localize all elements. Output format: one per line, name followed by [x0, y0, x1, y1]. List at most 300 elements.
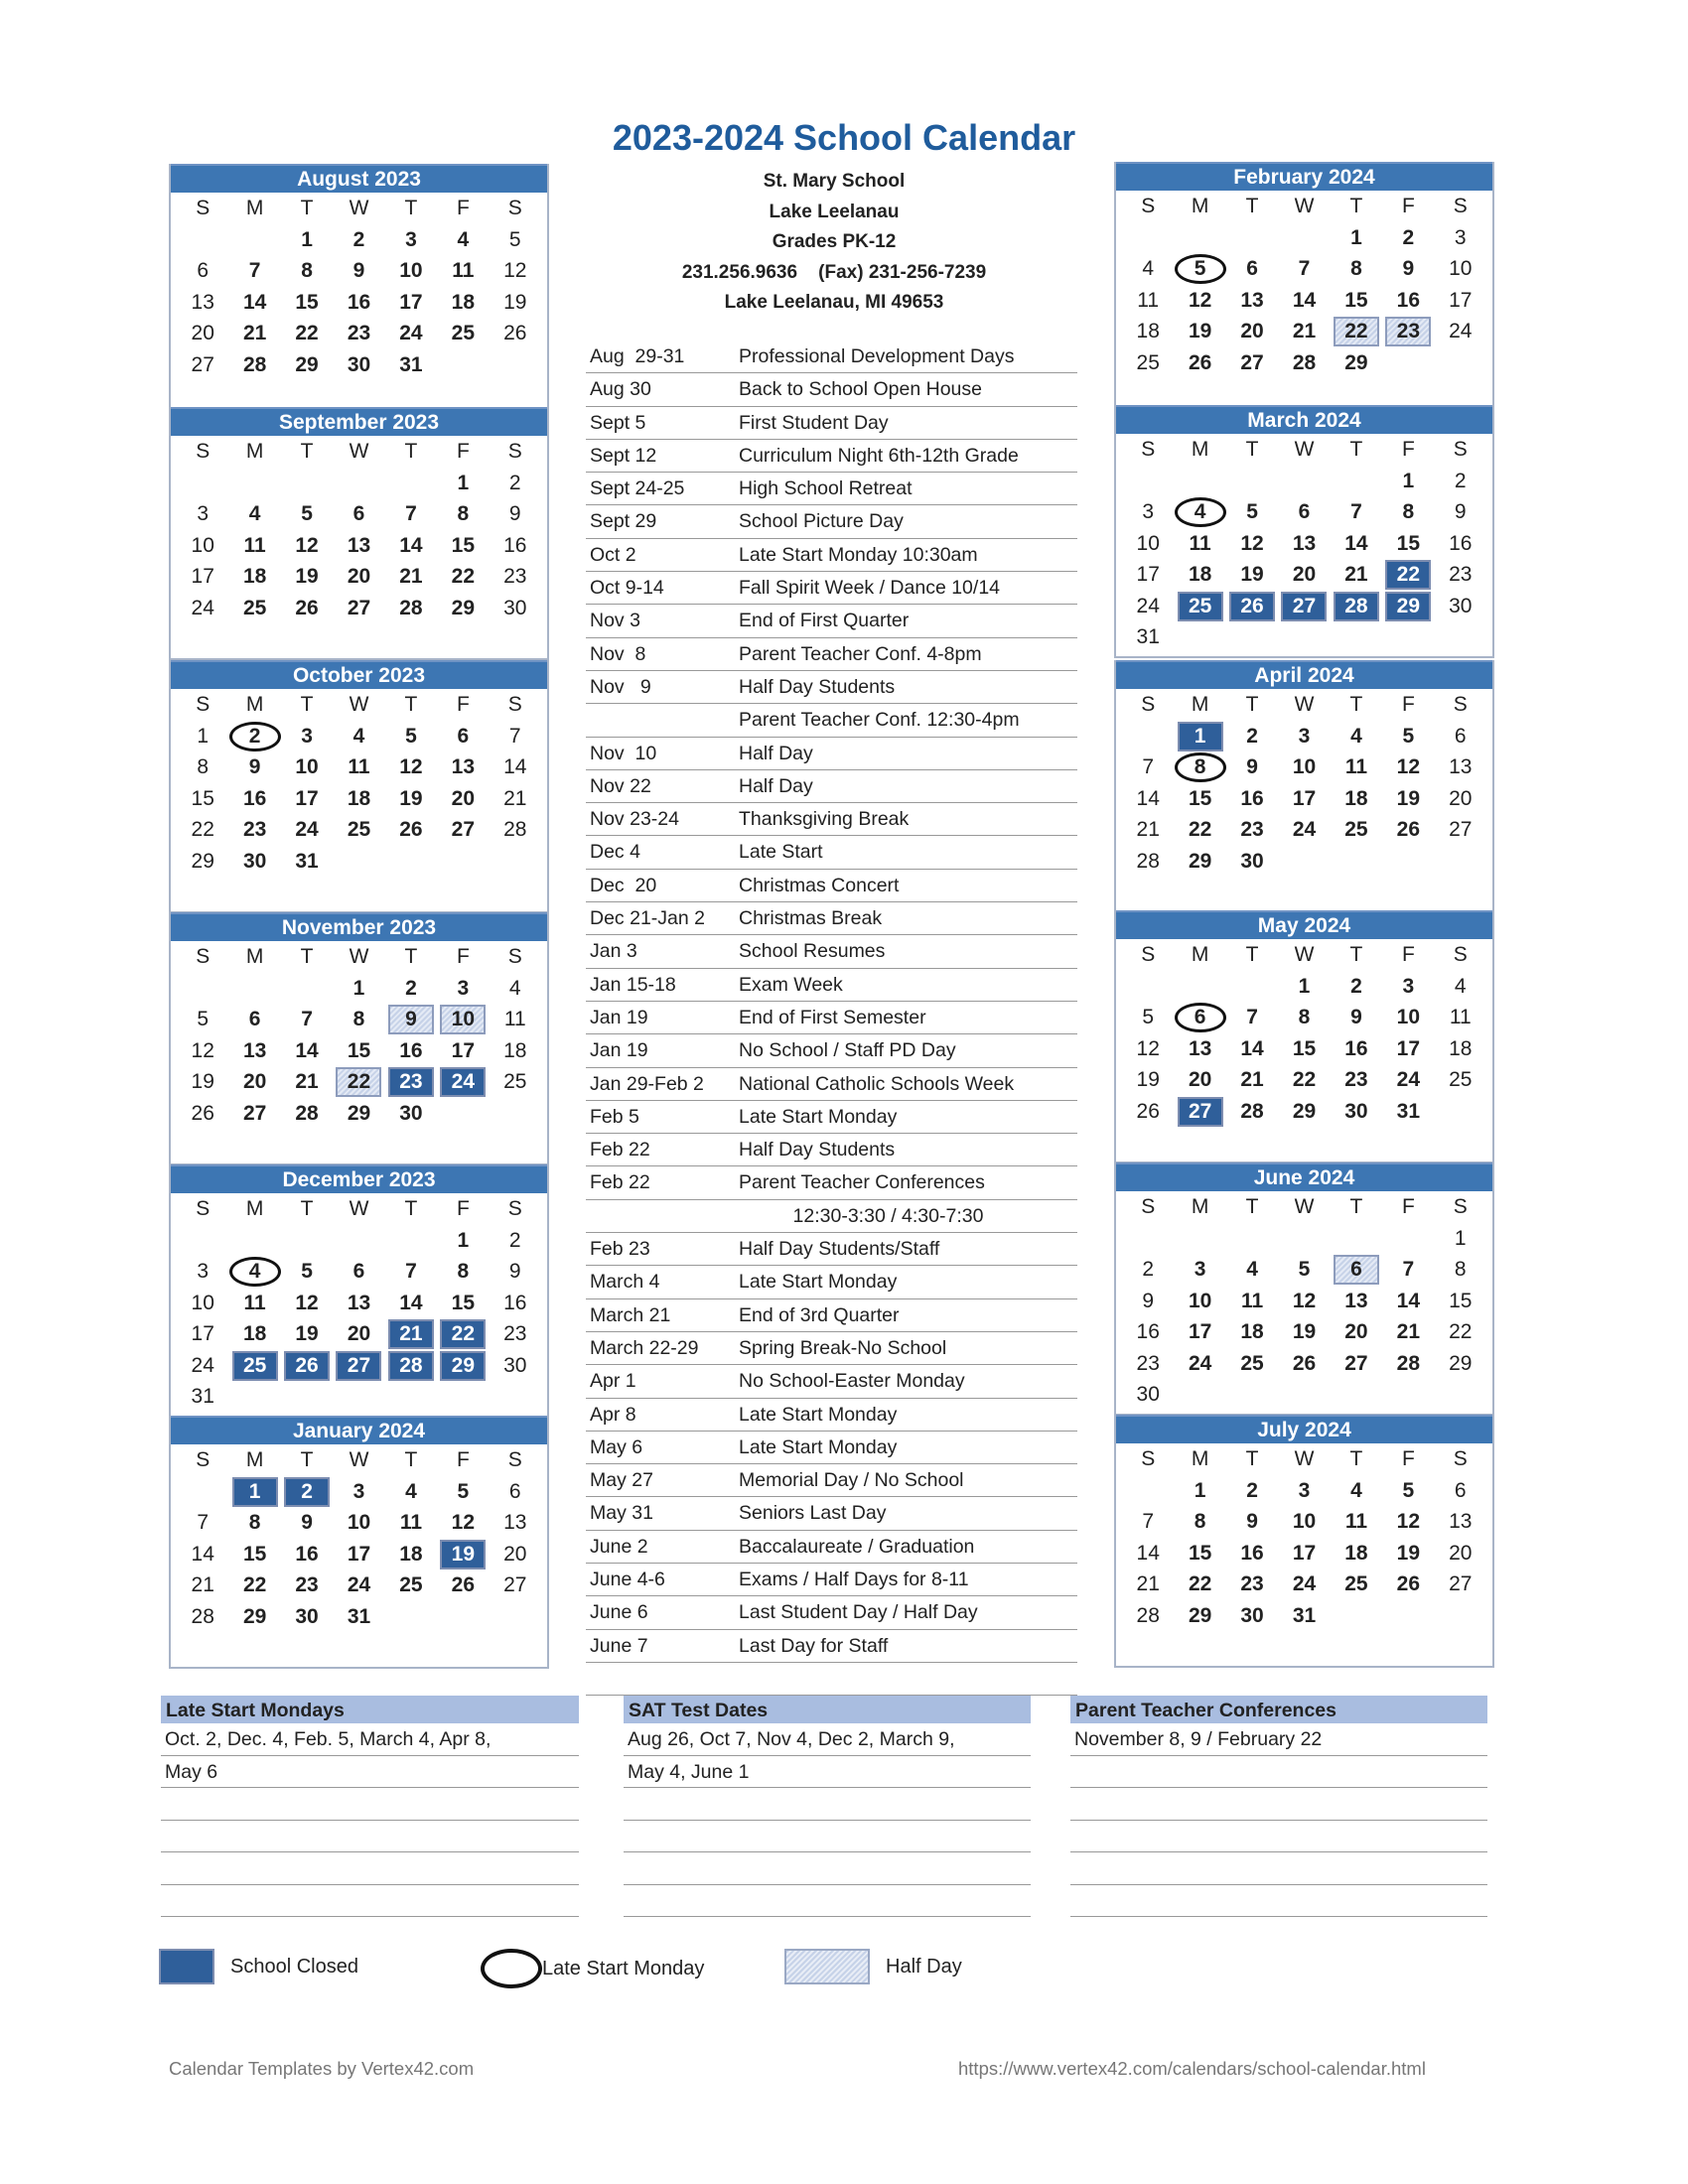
day-cell[interactable]: 4	[508, 976, 521, 1000]
day-cell[interactable]: 8	[197, 755, 210, 778]
day-cell[interactable]: 12	[1292, 1289, 1317, 1312]
day-cell[interactable]: 5	[1402, 724, 1415, 748]
day-cell[interactable]: 30	[1344, 1099, 1368, 1123]
day-cell[interactable]: 19	[437, 1539, 489, 1570]
day-cell[interactable]: 27	[503, 1573, 527, 1596]
day-cell[interactable]: 17	[1188, 1320, 1212, 1343]
day-cell[interactable]: 30	[347, 352, 371, 376]
day-cell[interactable]: 24	[295, 818, 319, 841]
day-cell[interactable]: 5	[405, 724, 417, 748]
day-cell[interactable]: 28	[1331, 591, 1382, 622]
day-cell[interactable]: 9	[385, 1004, 437, 1035]
day-cell[interactable]: 17	[1396, 1036, 1421, 1060]
day-cell[interactable]: 20	[1292, 563, 1317, 586]
day-cell[interactable]: 8	[1402, 500, 1415, 523]
day-cell[interactable]: 4	[1142, 257, 1155, 280]
day-cell[interactable]: 9	[1350, 1006, 1362, 1028]
day-cell[interactable]: 16	[295, 1542, 319, 1566]
day-cell[interactable]: 9	[301, 1511, 313, 1534]
day-cell[interactable]: 20	[1449, 786, 1473, 810]
day-cell[interactable]: 17	[191, 565, 214, 588]
day-cell[interactable]: 20	[503, 1542, 527, 1566]
day-cell[interactable]: 11	[503, 1008, 526, 1030]
day-cell[interactable]: 26	[1396, 818, 1421, 841]
day-cell[interactable]: 7	[405, 502, 417, 525]
day-cell[interactable]: 12	[399, 755, 423, 778]
day-cell[interactable]: 9	[1402, 257, 1415, 280]
day-cell[interactable]: 7	[1402, 1258, 1415, 1281]
day-cell[interactable]: 1	[1350, 225, 1362, 249]
day-cell[interactable]: 23	[1449, 563, 1473, 586]
day-cell[interactable]: 19	[191, 1070, 214, 1093]
day-cell[interactable]: 26	[1292, 1351, 1317, 1375]
day-cell[interactable]: 6	[1454, 724, 1467, 748]
day-cell[interactable]: 12	[1396, 1510, 1421, 1533]
day-cell[interactable]: 2	[1454, 469, 1467, 492]
day-cell[interactable]: 16	[399, 1038, 423, 1062]
day-cell[interactable]: 13	[451, 755, 476, 778]
day-cell[interactable]: 12	[191, 1038, 214, 1062]
day-cell[interactable]: 20	[451, 786, 476, 810]
day-cell[interactable]: 2	[1350, 974, 1362, 998]
day-cell[interactable]: 28	[242, 352, 267, 376]
day-cell[interactable]: 27	[333, 1350, 384, 1382]
day-cell[interactable]: 14	[1344, 531, 1368, 555]
day-cell[interactable]: 16	[503, 1291, 527, 1314]
day-cell[interactable]: 11	[452, 259, 475, 282]
day-cell[interactable]: 7	[1142, 1510, 1155, 1533]
day-cell[interactable]: 4	[405, 1479, 417, 1503]
day-cell[interactable]: 12	[503, 259, 527, 282]
day-cell[interactable]: 6	[1298, 500, 1311, 523]
day-cell[interactable]: 18	[242, 565, 267, 588]
day-cell[interactable]: 15	[191, 786, 214, 810]
day-cell[interactable]: 31	[399, 352, 423, 376]
day-cell[interactable]: 29	[295, 352, 319, 376]
day-cell[interactable]: 3	[1142, 500, 1155, 523]
day-cell[interactable]: 2	[1246, 724, 1258, 748]
day-cell[interactable]: 11	[399, 1511, 423, 1534]
day-cell[interactable]: 22	[333, 1066, 384, 1098]
day-cell[interactable]: 4	[1246, 1258, 1258, 1281]
day-cell[interactable]: 1	[457, 1228, 470, 1252]
day-cell[interactable]: 12	[1188, 288, 1212, 312]
day-cell[interactable]: 5	[1142, 1006, 1155, 1028]
day-cell[interactable]: 11	[1344, 1510, 1368, 1533]
day-cell[interactable]: 10	[437, 1004, 489, 1035]
day-cell[interactable]: 20	[191, 322, 214, 344]
day-cell[interactable]: 13	[1449, 755, 1473, 778]
day-cell[interactable]: 6	[1454, 1478, 1467, 1502]
day-cell[interactable]: 15	[242, 1542, 267, 1566]
day-cell[interactable]: 15	[1188, 786, 1212, 810]
day-cell[interactable]: 14	[1136, 1541, 1160, 1565]
day-cell[interactable]: 18	[1188, 563, 1212, 586]
day-cell[interactable]: 3	[1194, 1258, 1206, 1281]
day-cell[interactable]: 19	[1292, 1320, 1317, 1343]
day-cell[interactable]: 28	[1396, 1351, 1421, 1375]
day-cell[interactable]: 13	[1344, 1289, 1368, 1312]
day-cell[interactable]: 11	[1240, 1289, 1264, 1312]
day-cell[interactable]: 27	[1240, 350, 1264, 374]
day-cell[interactable]: 29	[242, 1604, 267, 1628]
day-cell[interactable]: 11	[243, 533, 266, 557]
day-cell[interactable]: 15	[1292, 1036, 1317, 1060]
day-cell[interactable]: 19	[295, 565, 319, 588]
day-cell[interactable]: 30	[242, 849, 267, 873]
day-cell[interactable]: 13	[347, 1291, 371, 1314]
day-cell[interactable]: 9	[1142, 1289, 1155, 1312]
day-cell[interactable]: 29	[1344, 350, 1368, 374]
day-cell[interactable]: 6	[1331, 1254, 1382, 1286]
day-cell[interactable]: 31	[191, 1385, 214, 1408]
day-cell[interactable]: 27	[191, 352, 214, 376]
day-cell[interactable]: 20	[347, 565, 371, 588]
day-cell[interactable]: 8	[1174, 751, 1225, 783]
day-cell[interactable]: 5	[301, 1260, 313, 1283]
day-cell[interactable]: 8	[1194, 1510, 1206, 1533]
day-cell[interactable]: 14	[399, 1291, 423, 1314]
day-cell[interactable]: 23	[347, 322, 371, 344]
day-cell[interactable]: 4	[1350, 1478, 1362, 1502]
day-cell[interactable]: 10	[1449, 257, 1473, 280]
day-cell[interactable]: 14	[242, 290, 267, 314]
day-cell[interactable]: 12	[1240, 531, 1264, 555]
day-cell[interactable]: 25	[503, 1070, 527, 1093]
day-cell[interactable]: 23	[1240, 818, 1264, 841]
day-cell[interactable]: 15	[1188, 1541, 1212, 1565]
footer-url[interactable]: https://www.vertex42.com/calendars/school-calendar.html	[958, 2058, 1426, 2079]
day-cell[interactable]: 26	[399, 818, 423, 841]
day-cell[interactable]: 21	[295, 1070, 319, 1093]
day-cell[interactable]: 8	[1454, 1258, 1467, 1281]
day-cell[interactable]: 1	[457, 471, 470, 494]
day-cell[interactable]: 3	[1298, 1478, 1311, 1502]
day-cell[interactable]: 24	[1188, 1351, 1212, 1375]
day-cell[interactable]: 7	[405, 1260, 417, 1283]
day-cell[interactable]: 10	[1136, 531, 1160, 555]
day-cell[interactable]: 15	[295, 290, 319, 314]
day-cell[interactable]: 22	[1382, 559, 1434, 591]
day-cell[interactable]: 27	[1449, 818, 1473, 841]
day-cell[interactable]: 26	[1188, 350, 1212, 374]
day-cell[interactable]: 28	[1136, 849, 1160, 873]
day-cell[interactable]: 9	[1454, 500, 1467, 523]
day-cell[interactable]: 23	[1136, 1351, 1160, 1375]
day-cell[interactable]: 26	[503, 322, 527, 344]
day-cell[interactable]: 14	[503, 755, 527, 778]
day-cell[interactable]: 11	[1137, 288, 1160, 312]
day-cell[interactable]: 25	[399, 1573, 423, 1596]
day-cell[interactable]: 25	[451, 322, 476, 344]
day-cell[interactable]: 1	[1402, 469, 1415, 492]
day-cell[interactable]: 30	[399, 1101, 423, 1125]
day-cell[interactable]: 26	[281, 1350, 333, 1382]
day-cell[interactable]: 30	[1449, 594, 1473, 617]
day-cell[interactable]: 1	[1194, 1478, 1206, 1502]
day-cell[interactable]: 9	[1246, 755, 1258, 778]
day-cell[interactable]: 16	[1136, 1320, 1160, 1343]
day-cell[interactable]: 29	[1188, 849, 1212, 873]
day-cell[interactable]: 14	[1240, 1036, 1264, 1060]
day-cell[interactable]: 19	[1136, 1068, 1160, 1091]
day-cell[interactable]: 27	[1449, 1572, 1473, 1595]
day-cell[interactable]: 27	[1174, 1096, 1225, 1128]
day-cell[interactable]: 4	[457, 227, 470, 251]
day-cell[interactable]: 13	[347, 533, 371, 557]
day-cell[interactable]: 8	[457, 1260, 470, 1283]
day-cell[interactable]: 20	[1188, 1068, 1212, 1091]
day-cell[interactable]: 23	[295, 1573, 319, 1596]
day-cell[interactable]: 12	[1396, 755, 1421, 778]
day-cell[interactable]: 15	[1344, 288, 1368, 312]
day-cell[interactable]: 6	[457, 724, 470, 748]
day-cell[interactable]: 18	[1449, 1036, 1473, 1060]
day-cell[interactable]: 10	[347, 1511, 371, 1534]
day-cell[interactable]: 19	[295, 1322, 319, 1345]
day-cell[interactable]: 31	[1292, 1603, 1317, 1627]
day-cell[interactable]: 10	[1292, 755, 1317, 778]
day-cell[interactable]: 8	[301, 259, 313, 282]
day-cell[interactable]: 21	[1136, 818, 1160, 841]
day-cell[interactable]: 22	[1188, 1572, 1212, 1595]
day-cell[interactable]: 1	[197, 724, 210, 748]
day-cell[interactable]: 7	[1350, 500, 1362, 523]
day-cell[interactable]: 30	[1240, 849, 1264, 873]
day-cell[interactable]: 1	[228, 1476, 280, 1508]
day-cell[interactable]: 16	[1344, 1036, 1368, 1060]
day-cell[interactable]: 19	[503, 290, 527, 314]
day-cell[interactable]: 30	[503, 1353, 527, 1377]
day-cell[interactable]: 8	[457, 502, 470, 525]
day-cell[interactable]: 4	[248, 502, 261, 525]
day-cell[interactable]: 17	[451, 1038, 476, 1062]
day-cell[interactable]: 28	[1240, 1099, 1264, 1123]
day-cell[interactable]: 31	[1396, 1099, 1421, 1123]
day-cell[interactable]: 30	[1136, 1383, 1160, 1406]
day-cell[interactable]: 23	[503, 1322, 527, 1345]
day-cell[interactable]: 24	[1396, 1068, 1421, 1091]
day-cell[interactable]: 26	[1396, 1572, 1421, 1595]
day-cell[interactable]: 10	[399, 259, 423, 282]
day-cell[interactable]: 30	[503, 596, 527, 619]
day-cell[interactable]: 3	[457, 976, 470, 1000]
day-cell[interactable]: 19	[1396, 1541, 1421, 1565]
day-cell[interactable]: 21	[399, 565, 423, 588]
day-cell[interactable]: 5	[197, 1008, 210, 1030]
day-cell[interactable]: 10	[1292, 1510, 1317, 1533]
day-cell[interactable]: 16	[1396, 288, 1421, 312]
day-cell[interactable]: 18	[503, 1038, 527, 1062]
day-cell[interactable]: 31	[347, 1604, 371, 1628]
day-cell[interactable]: 27	[1344, 1351, 1368, 1375]
day-cell[interactable]: 12	[1136, 1036, 1160, 1060]
day-cell[interactable]: 12	[451, 1511, 476, 1534]
day-cell[interactable]: 5	[508, 227, 521, 251]
day-cell[interactable]: 31	[295, 849, 319, 873]
day-cell[interactable]: 26	[1136, 1099, 1160, 1123]
day-cell[interactable]: 14	[399, 533, 423, 557]
day-cell[interactable]: 5	[457, 1479, 470, 1503]
day-cell[interactable]: 7	[1142, 755, 1155, 778]
day-cell[interactable]: 24	[347, 1573, 371, 1596]
day-cell[interactable]: 17	[1292, 1541, 1317, 1565]
day-cell[interactable]: 24	[191, 596, 214, 619]
day-cell[interactable]: 5	[1298, 1258, 1311, 1281]
day-cell[interactable]: 25	[1174, 591, 1225, 622]
day-cell[interactable]: 21	[191, 1573, 214, 1596]
day-cell[interactable]: 16	[1240, 1541, 1264, 1565]
day-cell[interactable]: 27	[451, 818, 476, 841]
day-cell[interactable]: 24	[399, 322, 423, 344]
day-cell[interactable]: 5	[1174, 253, 1225, 285]
day-cell[interactable]: 26	[1226, 591, 1278, 622]
day-cell[interactable]: 4	[228, 1256, 280, 1288]
day-cell[interactable]: 2	[281, 1476, 333, 1508]
day-cell[interactable]: 10	[191, 533, 214, 557]
day-cell[interactable]: 20	[242, 1070, 267, 1093]
day-cell[interactable]: 2	[508, 471, 521, 494]
day-cell[interactable]: 14	[191, 1542, 214, 1566]
day-cell[interactable]: 28	[191, 1604, 214, 1628]
day-cell[interactable]: 29	[1292, 1099, 1317, 1123]
day-cell[interactable]: 26	[191, 1101, 214, 1125]
day-cell[interactable]: 18	[1240, 1320, 1264, 1343]
day-cell[interactable]: 15	[451, 1291, 476, 1314]
day-cell[interactable]: 28	[1292, 350, 1317, 374]
day-cell[interactable]: 1	[301, 227, 313, 251]
day-cell[interactable]: 21	[1292, 320, 1317, 342]
day-cell[interactable]: 15	[451, 533, 476, 557]
day-cell[interactable]: 29	[1382, 591, 1434, 622]
day-cell[interactable]: 21	[1240, 1068, 1264, 1091]
day-cell[interactable]: 18	[1344, 1541, 1368, 1565]
day-cell[interactable]: 9	[508, 502, 521, 525]
day-cell[interactable]: 3	[197, 502, 210, 525]
day-cell[interactable]: 9	[352, 259, 365, 282]
day-cell[interactable]: 5	[1402, 1478, 1415, 1502]
day-cell[interactable]: 8	[248, 1511, 261, 1534]
day-cell[interactable]: 22	[437, 1318, 489, 1350]
day-cell[interactable]: 6	[352, 502, 365, 525]
day-cell[interactable]: 11	[1189, 531, 1211, 555]
day-cell[interactable]: 29	[1449, 1351, 1473, 1375]
day-cell[interactable]: 25	[347, 818, 371, 841]
day-cell[interactable]: 14	[1396, 1289, 1421, 1312]
day-cell[interactable]: 28	[399, 596, 423, 619]
day-cell[interactable]: 22	[1188, 818, 1212, 841]
day-cell[interactable]: 9	[248, 755, 261, 778]
day-cell[interactable]: 19	[1396, 786, 1421, 810]
day-cell[interactable]: 18	[451, 290, 476, 314]
day-cell[interactable]: 15	[347, 1038, 371, 1062]
day-cell[interactable]: 23	[1344, 1068, 1368, 1091]
day-cell[interactable]: 24	[1136, 594, 1160, 617]
day-cell[interactable]: 13	[1449, 1510, 1473, 1533]
day-cell[interactable]: 24	[437, 1066, 489, 1098]
day-cell[interactable]: 17	[191, 1322, 214, 1345]
day-cell[interactable]: 6	[248, 1008, 261, 1030]
day-cell[interactable]: 27	[1278, 591, 1330, 622]
day-cell[interactable]: 29	[191, 849, 214, 873]
day-cell[interactable]: 16	[1449, 531, 1473, 555]
day-cell[interactable]: 22	[191, 818, 214, 841]
day-cell[interactable]: 14	[295, 1038, 319, 1062]
day-cell[interactable]: 6	[352, 1260, 365, 1283]
day-cell[interactable]: 16	[242, 786, 267, 810]
day-cell[interactable]: 1	[1174, 721, 1225, 752]
day-cell[interactable]: 7	[1246, 1006, 1258, 1028]
day-cell[interactable]: 7	[1298, 257, 1311, 280]
day-cell[interactable]: 28	[1136, 1603, 1160, 1627]
day-cell[interactable]: 25	[1344, 818, 1368, 841]
day-cell[interactable]: 2	[228, 721, 280, 752]
day-cell[interactable]: 25	[1136, 350, 1160, 374]
day-cell[interactable]: 13	[503, 1511, 527, 1534]
day-cell[interactable]: 7	[508, 724, 521, 748]
day-cell[interactable]: 2	[352, 227, 365, 251]
day-cell[interactable]: 21	[503, 786, 527, 810]
day-cell[interactable]: 23	[1382, 316, 1434, 347]
day-cell[interactable]: 20	[1344, 1320, 1368, 1343]
day-cell[interactable]: 11	[243, 1291, 266, 1314]
day-cell[interactable]: 16	[503, 533, 527, 557]
day-cell[interactable]: 19	[1240, 563, 1264, 586]
day-cell[interactable]: 27	[347, 596, 371, 619]
day-cell[interactable]: 13	[191, 290, 214, 314]
day-cell[interactable]: 3	[1298, 724, 1311, 748]
day-cell[interactable]: 4	[1174, 496, 1225, 528]
day-cell[interactable]: 2	[1402, 225, 1415, 249]
day-cell[interactable]: 3	[1402, 974, 1415, 998]
day-cell[interactable]: 10	[1396, 1006, 1421, 1028]
day-cell[interactable]: 18	[347, 786, 371, 810]
day-cell[interactable]: 17	[1449, 288, 1473, 312]
day-cell[interactable]: 16	[347, 290, 371, 314]
day-cell[interactable]: 11	[348, 755, 370, 778]
day-cell[interactable]: 2	[1246, 1478, 1258, 1502]
day-cell[interactable]: 1	[1454, 1226, 1467, 1250]
day-cell[interactable]: 5	[301, 502, 313, 525]
day-cell[interactable]: 22	[1292, 1068, 1317, 1091]
day-cell[interactable]: 3	[1454, 225, 1467, 249]
day-cell[interactable]: 4	[1454, 974, 1467, 998]
day-cell[interactable]: 17	[1292, 786, 1317, 810]
day-cell[interactable]: 30	[1240, 1603, 1264, 1627]
day-cell[interactable]: 5	[1246, 500, 1258, 523]
day-cell[interactable]: 24	[191, 1353, 214, 1377]
day-cell[interactable]: 21	[1136, 1572, 1160, 1595]
day-cell[interactable]: 9	[508, 1260, 521, 1283]
day-cell[interactable]: 3	[352, 1479, 365, 1503]
day-cell[interactable]: 6	[1174, 1002, 1225, 1033]
day-cell[interactable]: 3	[301, 724, 313, 748]
day-cell[interactable]: 21	[242, 322, 267, 344]
day-cell[interactable]: 13	[1240, 288, 1264, 312]
day-cell[interactable]: 21	[385, 1318, 437, 1350]
day-cell[interactable]: 2	[405, 976, 417, 1000]
day-cell[interactable]: 13	[242, 1038, 267, 1062]
day-cell[interactable]: 20	[1449, 1541, 1473, 1565]
day-cell[interactable]: 24	[1449, 320, 1473, 342]
day-cell[interactable]: 18	[1344, 786, 1368, 810]
day-cell[interactable]: 8	[352, 1008, 365, 1030]
day-cell[interactable]: 13	[1188, 1036, 1212, 1060]
day-cell[interactable]: 23	[385, 1066, 437, 1098]
day-cell[interactable]: 22	[1331, 316, 1382, 347]
day-cell[interactable]: 11	[1344, 755, 1368, 778]
day-cell[interactable]: 17	[347, 1542, 371, 1566]
